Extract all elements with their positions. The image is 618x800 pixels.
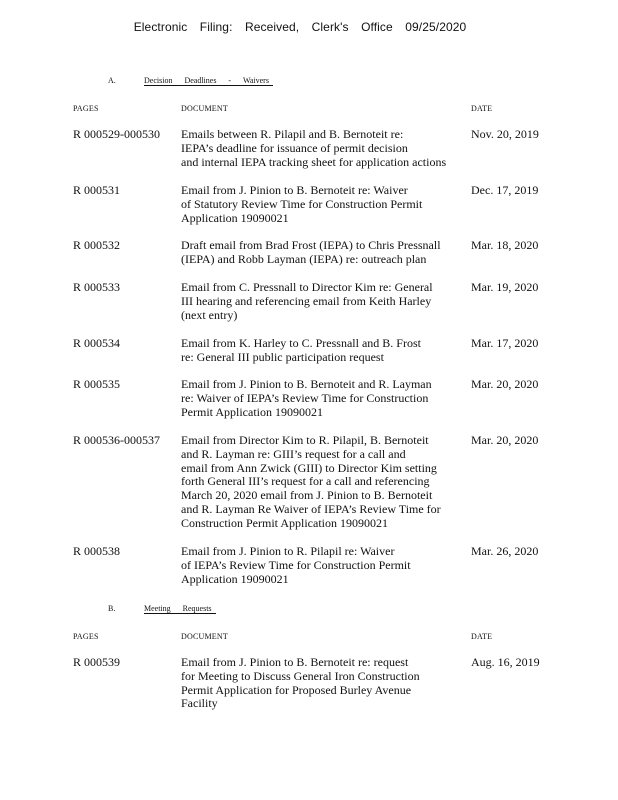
document-line: of IEPA’s Review Time for Construction Permit: [181, 557, 411, 572]
row-date: Mar. 17, 2020: [471, 336, 539, 350]
document-line: and internal IEPA tracking sheet for application actions: [181, 154, 447, 169]
section-a-title: [108, 76, 273, 86]
row-date: Nov. 20, 2019: [471, 127, 539, 141]
row-pages: R 000532: [73, 238, 121, 252]
section-name: Meeting Requests: [144, 604, 216, 614]
document-line: (IEPA) and Robb Layman (IEPA) re: outreach plan: [181, 251, 427, 266]
document-line: Application 19090021: [181, 210, 289, 225]
document-line: re: General III public participation request: [181, 349, 384, 364]
row-date: Aug. 16, 2019: [471, 655, 540, 669]
row-document: [181, 184, 476, 225]
row-pages: R 000535: [73, 377, 121, 391]
filing-stamp-header: Electronic Filing: Received, Clerk's Office 09/25/2020: [133, 20, 467, 34]
section-letter: B.: [108, 604, 116, 613]
document-line: IEPA’s deadline for issuance of permit decision: [181, 140, 408, 155]
row-pages: R 000534: [73, 336, 121, 350]
document-line: and R. Layman Re Waiver of IEPA’s Review Time for: [181, 501, 441, 516]
document-line: Facility: [181, 696, 218, 711]
row-document: [181, 434, 476, 531]
column-header-date: DATE: [471, 632, 493, 641]
document-line: (next entry): [181, 307, 238, 322]
document-line: email from Ann Zwick (GIII) to Director Kim setting: [181, 460, 437, 475]
row-date: Mar. 26, 2020: [471, 544, 539, 558]
document-line: Email from J. Pinion to B. Bernoteit and R. Layman: [181, 377, 432, 391]
row-pages: R 000533: [73, 280, 121, 294]
column-header-document: DOCUMENT: [181, 632, 228, 641]
document-line: Email from J. Pinion to R. Pilapil re: Waiver: [181, 544, 395, 558]
column-header-document: DOCUMENT: [181, 104, 228, 113]
row-date: Mar. 20, 2020: [471, 433, 539, 447]
document-line: re: Waiver of IEPA’s Review Time for Construction: [181, 390, 429, 405]
document-line: of Statutory Review Time for Construction Permit: [181, 196, 423, 211]
column-header-pages: PAGES: [73, 104, 99, 113]
column-header-date: DATE: [471, 104, 493, 113]
section-letter: A.: [108, 76, 116, 85]
document-line: March 20, 2020 email from J. Pinion to B. Bernoteit: [181, 488, 433, 503]
row-date: Mar. 18, 2020: [471, 238, 539, 252]
document-line: Permit Application 19090021: [181, 404, 323, 419]
document-line: Email from J. Pinion to B. Bernoteit re: Waiver: [181, 183, 408, 197]
row-document: [181, 337, 476, 365]
row-document: [181, 239, 476, 267]
document-line: Emails between R. Pilapil and B. Bernoteit re:: [181, 127, 404, 141]
row-pages: R 000536-000537: [73, 433, 160, 447]
document-line: Email from Director Kim to R. Pilapil, B. Bernoteit: [181, 433, 429, 447]
document-line: for Meeting to Discuss General Iron Construction: [181, 668, 420, 683]
document-line: Draft email from Brad Frost (IEPA) to Chris Pressnall: [181, 238, 441, 252]
row-pages: R 000538: [73, 544, 121, 558]
section-b-title: [108, 604, 216, 614]
row-pages: R 000529-000530: [73, 127, 160, 141]
row-document: [181, 378, 476, 419]
row-document: [181, 656, 476, 711]
row-date: Dec. 17, 2019: [471, 183, 539, 197]
row-date: Mar. 19, 2020: [471, 280, 539, 294]
document-line: Application 19090021: [181, 571, 289, 586]
document-line: and R. Layman re: GIII’s request for a call and: [181, 446, 406, 461]
document-line: III hearing and referencing email from Keith Harley: [181, 293, 432, 308]
column-header-pages: PAGES: [73, 632, 99, 641]
document-line: Permit Application for Proposed Burley Avenue: [181, 682, 412, 697]
document-line: Email from J. Pinion to B. Bernoteit re: request: [181, 655, 409, 669]
row-document: [181, 128, 476, 169]
document-line: Email from C. Pressnall to Director Kim re: General: [181, 280, 433, 294]
row-date: Mar. 20, 2020: [471, 377, 539, 391]
section-name: Decision Deadlines - Waivers: [144, 76, 273, 86]
row-document: [181, 281, 476, 322]
document-line: Construction Permit Application 19090021: [181, 515, 388, 530]
row-pages: R 000531: [73, 183, 121, 197]
row-pages: R 000539: [73, 655, 121, 669]
row-document: [181, 545, 476, 586]
document-line: Email from K. Harley to C. Pressnall and B. Frost: [181, 336, 421, 350]
document-line: forth General III’s request for a call and referencing: [181, 474, 430, 489]
